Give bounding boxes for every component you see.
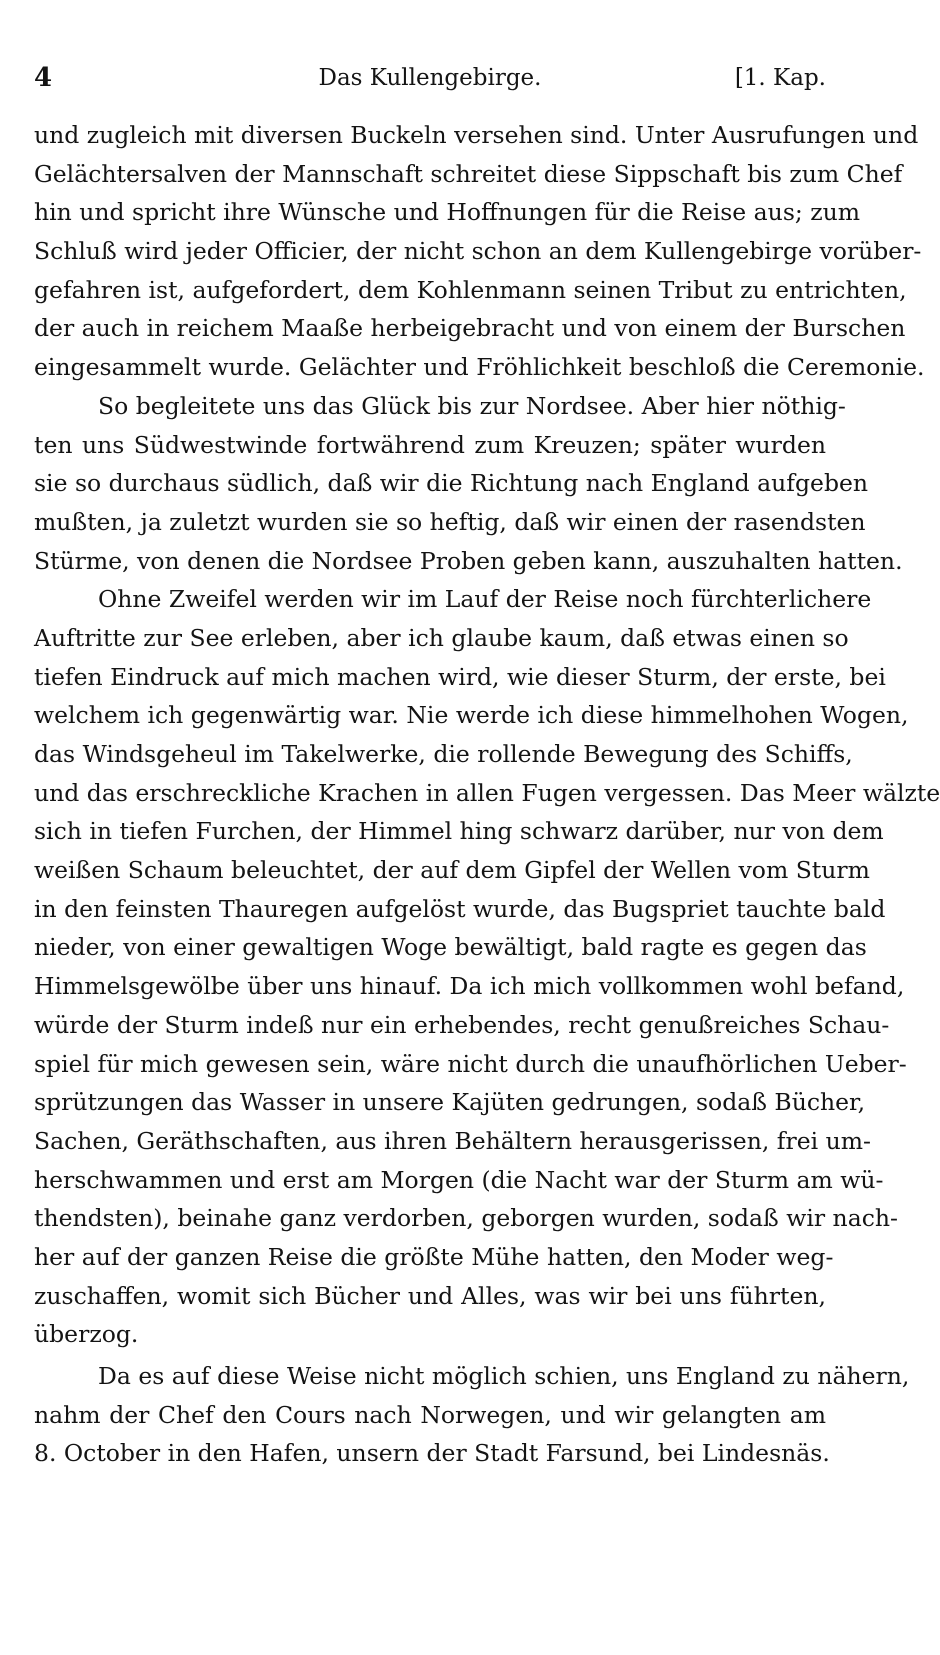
page-header (34, 58, 826, 98)
paragraph (34, 387, 903, 580)
text-line: würde der Sturm indeß nur ein erhebendes, recht genußreiches Schau- (34, 1010, 890, 1039)
text-line: ten uns Südwestwinde fortwährend zum Kreuzen; später wurden (34, 430, 826, 459)
text-line: Gelächtersalven der Mannschaft schreitet diese Sippschaft bis zum Chef (34, 159, 903, 188)
text-line: welchem ich gegenwärtig war. Nie werde ich diese himmelhohen Wogen, (34, 701, 909, 730)
text-line: in den feinsten Thauregen aufgelöst wurde, das Bugspriet tauchte bald (34, 894, 886, 923)
text-line: nahm der Chef den Cours nach Norwegen, und wir gelangten am (34, 1400, 826, 1429)
text-line: Auftritte zur See erleben, aber ich glaube kaum, daß etwas einen so (34, 623, 849, 652)
text-line: sie so durchaus südlich, daß wir die Richtung nach England aufgeben (34, 469, 869, 498)
text-line: Sachen, Geräthschaften, aus ihren Behältern herausgerissen, frei um- (34, 1126, 871, 1155)
text-line: mußten, ja zuletzt wurden sie so heftig, daß wir einen der rasendsten (34, 507, 866, 536)
running-title: Das Kullengebirge. (318, 65, 542, 91)
paragraph (34, 1357, 910, 1473)
text-line: 8. October in den Hafen, unsern der Stadt Farsund, bei Lindesnäs. (34, 1439, 830, 1468)
text-line: und das erschreckliche Krachen in allen Fugen vergessen. Das Meer wälzte (34, 778, 940, 807)
text-line: spiel für mich gewesen sein, wäre nicht durch die unaufhörlichen Ueber- (34, 1049, 907, 1078)
text-line: eingesammelt wurde. Gelächter und Fröhlichkeit beschloß die Ceremonie. (34, 353, 925, 382)
body-text (34, 116, 940, 1473)
text-line: und zugleich mit diversen Buckeln versehen sind. Unter Ausrufungen und (34, 121, 919, 149)
text-line: überzog. (34, 1320, 139, 1349)
text-line: Da es auf diese Weise nicht möglich schien, uns England zu nähern, (98, 1362, 910, 1390)
page-number: 4 (34, 63, 53, 93)
text-line: So begleitete uns das Glück bis zur Nordsee. Aber hier nöthig- (98, 391, 846, 420)
text-line: her auf der ganzen Reise die größte Mühe hatten, den Moder weg- (34, 1242, 834, 1271)
text-line: tiefen Eindruck auf mich machen wird, wie dieser Sturm, der erste, bei (34, 662, 886, 691)
text-line: Stürme, von denen die Nordsee Proben geben kann, auszuhalten hatten. (34, 546, 903, 575)
text-line: der auch in reichem Maaße herbeigebracht und von einem der Burschen (34, 314, 906, 343)
text-line: weißen Schaum beleuchtet, der auf dem Gipfel der Wellen vom Sturm (34, 856, 870, 885)
paragraph (34, 580, 940, 1354)
text-line: thendsten), beinahe ganz verdorben, geborgen wurden, sodaß wir nach- (34, 1204, 898, 1233)
text-line: nieder, von einer gewaltigen Woge bewältigt, bald ragte es gegen das (34, 933, 867, 962)
text-line: Ohne Zweifel werden wir im Lauf der Reise noch fürchterlichere (98, 585, 872, 614)
text-line: sich in tiefen Furchen, der Himmel hing schwarz darüber, nur von dem (34, 817, 884, 846)
text-line: sprützungen das Wasser in unsere Kajüten gedrungen, sodaß Bücher, (34, 1088, 866, 1117)
chapter-marker: [1. Kap. (734, 65, 826, 91)
text-line: Schluß wird jeder Officier, der nicht schon an dem Kullengebirge vorüber- (34, 237, 922, 266)
text-line: gefahren ist, aufgefordert, dem Kohlenmann seinen Tribut zu entrichten, (34, 275, 907, 304)
text-line: herschwammen und erst am Morgen (die Nacht war der Sturm am wü- (34, 1165, 884, 1194)
paragraph (34, 116, 925, 387)
text-line: Himmelsgewölbe über uns hinauf. Da ich mich vollkommen wohl befand, (34, 972, 905, 1001)
text-line: zuschaffen, womit sich Bücher und Alles, was wir bei uns führten, (34, 1281, 826, 1310)
text-line: hin und spricht ihre Wünsche und Hoffnungen für die Reise aus; zum (34, 198, 861, 227)
text-line: das Windsgeheul im Takelwerke, die rollende Bewegung des Schiffs, (34, 740, 853, 768)
